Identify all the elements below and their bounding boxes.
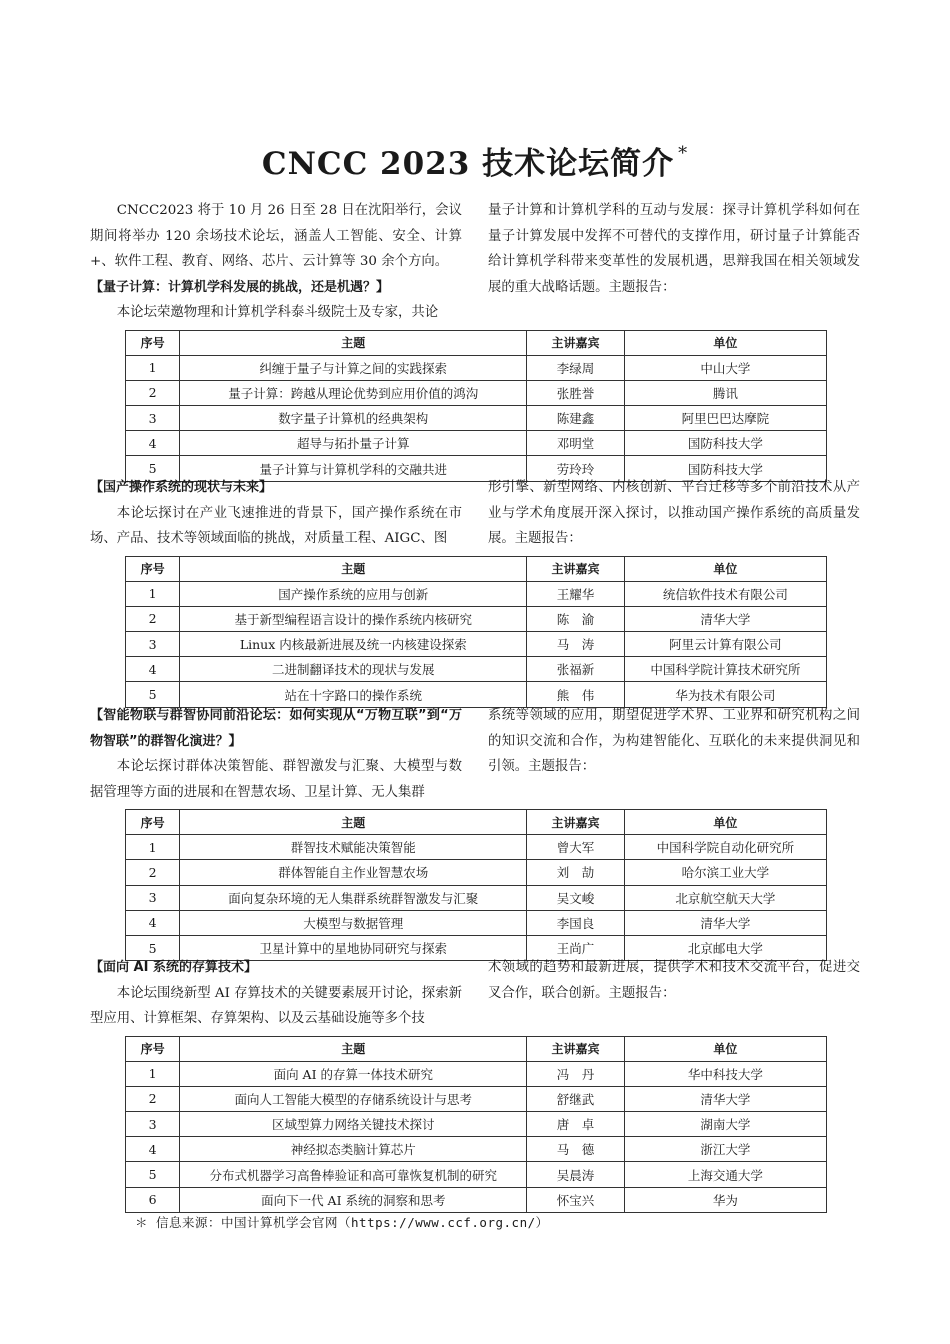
col-header-topic: 主题 (180, 810, 527, 835)
col-header-topic: 主题 (180, 330, 527, 355)
forum-description-continued: 术领域的趋势和最新进展，提供学术和技术交流平台，促进交叉合作，联合创新。主题报告： (488, 960, 860, 1001)
cell-index: 2 (126, 860, 180, 885)
forum-description: 本论坛探讨群体决策智能、群智激发与汇聚、大模型与数据管理等方面的进展和在智慧农场、卫星计算、无人集群 (90, 759, 462, 800)
cell-affiliation: 上海交通大学 (624, 1162, 826, 1187)
cell-topic: 群体智能自主作业智慧农场 (180, 860, 527, 885)
col-header-speaker: 主讲嘉宾 (527, 330, 625, 355)
cell-index: 5 (126, 1162, 180, 1187)
cell-topic: 纠缠于量子与计算之间的实践探索 (180, 355, 527, 380)
cell-affiliation: 中山大学 (624, 355, 826, 380)
col-header-speaker: 主讲嘉宾 (527, 1036, 625, 1061)
cell-speaker: 陈建鑫 (527, 406, 625, 431)
table-row (126, 431, 827, 456)
cell-topic: 国产操作系统的应用与创新 (180, 581, 527, 606)
cell-topic: 超导与拓扑量子计算 (180, 431, 527, 456)
table-header-row (126, 330, 827, 355)
cell-topic: Linux 内核最新进展及统一内核建设探索 (180, 632, 527, 657)
cell-affiliation: 腾讯 (624, 380, 826, 405)
forum-table (125, 330, 827, 482)
cell-topic: 群智技术赋能决策智能 (180, 835, 527, 860)
cell-affiliation: 清华大学 (624, 910, 826, 935)
forum-heading: 【智能物联与群智协同前沿论坛：如何实现从“万物互联”到“万物智联”的群智化演进？】 (90, 708, 462, 749)
cell-topic: 二进制翻译技术的现状与发展 (180, 657, 527, 682)
table-header-row (126, 810, 827, 835)
cell-topic: 区域型算力网络关键技术探讨 (180, 1112, 527, 1137)
table-row (126, 657, 827, 682)
cell-affiliation: 中国科学院自动化研究所 (624, 835, 826, 860)
cell-topic: 量子计算与计算机学科的交融共进 (180, 456, 527, 481)
title-footnote-mark: * (678, 142, 689, 164)
cell-speaker: 王耀华 (527, 581, 625, 606)
cell-speaker: 舒继武 (527, 1086, 625, 1111)
table-row (126, 1061, 827, 1086)
footnote-source: ＊ 信息来源：中国计算机学会官网（https://www.ccf.org.cn/） (135, 1215, 549, 1230)
cell-index: 4 (126, 1137, 180, 1162)
cell-speaker: 马 德 (527, 1137, 625, 1162)
cell-affiliation: 华中科技大学 (624, 1061, 826, 1086)
cell-affiliation: 阿里云计算有限公司 (624, 632, 826, 657)
cell-speaker: 冯 丹 (527, 1061, 625, 1086)
col-header-topic: 主题 (180, 1036, 527, 1061)
cell-speaker: 怀宝兴 (527, 1187, 625, 1212)
cell-topic: 数字量子计算机的经典架构 (180, 406, 527, 431)
cell-topic: 分布式机器学习高鲁棒验证和高可靠恢复机制的研究 (180, 1162, 527, 1187)
cell-affiliation: 阿里巴巴达摩院 (624, 406, 826, 431)
cell-index: 3 (126, 406, 180, 431)
right-column (488, 475, 860, 552)
col-header-index: 序号 (126, 330, 180, 355)
cell-index: 1 (126, 1061, 180, 1086)
col-header-speaker: 主讲嘉宾 (527, 556, 625, 581)
cell-topic: 神经拟态类脑计算芯片 (180, 1137, 527, 1162)
cell-speaker: 吴晨涛 (527, 1162, 625, 1187)
cell-index: 4 (126, 657, 180, 682)
table-row (126, 355, 827, 380)
cell-index: 5 (126, 935, 180, 960)
col-header-affiliation: 单位 (624, 330, 826, 355)
right-column (488, 703, 860, 805)
left-column (90, 198, 462, 326)
cell-affiliation: 北京航空航天大学 (624, 885, 826, 910)
title-text: CNCC 2023 技术论坛简介 (261, 146, 675, 182)
cell-speaker: 陈 渝 (527, 606, 625, 631)
forum-section-os (90, 475, 860, 708)
table-row (126, 581, 827, 606)
forum-table (125, 809, 827, 961)
cell-index: 2 (126, 1086, 180, 1111)
forum-heading: 【面向 AI 系统的存算技术】 (90, 960, 257, 975)
table-row (126, 885, 827, 910)
cell-speaker: 王尚广 (527, 935, 625, 960)
col-header-affiliation: 单位 (624, 1036, 826, 1061)
cell-affiliation: 统信软件技术有限公司 (624, 581, 826, 606)
cell-topic: 面向复杂环境的无人集群系统群智激发与汇聚 (180, 885, 527, 910)
table-row (126, 606, 827, 631)
cell-topic: 面向 AI 的存算一体技术研究 (180, 1061, 527, 1086)
cell-index: 1 (126, 835, 180, 860)
cell-speaker: 李绿周 (527, 355, 625, 380)
cell-topic: 面向人工智能大模型的存储系统设计与思考 (180, 1086, 527, 1111)
cell-topic: 卫星计算中的星地协同研究与探索 (180, 935, 527, 960)
cell-index: 2 (126, 606, 180, 631)
cell-topic: 站在十字路口的操作系统 (180, 682, 527, 707)
forum-description-continued: 形引擎、新型网络、内核创新、平台迁移等多个前沿技术从产业与学术角度展开深入探讨，以推动国产操作系统的高质量发展。主题报告： (488, 480, 860, 546)
table-row (126, 860, 827, 885)
left-column (90, 955, 462, 1032)
left-column (90, 475, 462, 552)
cell-speaker: 熊 伟 (527, 682, 625, 707)
forum-section-ai-storage (90, 955, 860, 1213)
cell-index: 1 (126, 581, 180, 606)
col-header-index: 序号 (126, 810, 180, 835)
table-row (126, 632, 827, 657)
col-header-index: 序号 (126, 556, 180, 581)
page-title (0, 138, 950, 183)
col-header-topic: 主题 (180, 556, 527, 581)
cell-index: 5 (126, 682, 180, 707)
cell-affiliation: 清华大学 (624, 606, 826, 631)
forum-section-iot (90, 703, 860, 961)
intro-paragraph: CNCC2023 将于 10 月 26 日至 28 日在沈阳举行，会议期间将举办 120 余场技术论坛，涵盖人工智能、安全、计算+、软件工程、教育、网络、芯片、云计算等 30 余个方向。 (90, 203, 462, 269)
forum-table (125, 1036, 827, 1213)
cell-topic: 大模型与数据管理 (180, 910, 527, 935)
forum-description: 本论坛探讨在产业飞速推进的背景下，国产操作系统在市场、产品、技术等领域面临的挑战，对质量工程、AIGC、图 (90, 505, 462, 546)
cell-affiliation: 国防科技大学 (624, 456, 826, 481)
cell-affiliation: 浙江大学 (624, 1137, 826, 1162)
right-column (488, 955, 860, 1032)
table-row (126, 1112, 827, 1137)
cell-affiliation: 湖南大学 (624, 1112, 826, 1137)
cell-index: 4 (126, 431, 180, 456)
cell-topic: 面向下一代 AI 系统的洞察和思考 (180, 1187, 527, 1212)
forum-description-continued: 系统等领域的应用，期望促进学术界、工业界和研究机构之间的知识交流和合作，为构建智能化、互联化的未来提供洞见和引领。主题报告： (488, 708, 860, 774)
forum-table (125, 556, 827, 708)
table-header-row (126, 556, 827, 581)
cell-speaker: 张胜誉 (527, 380, 625, 405)
forum-description: 本论坛围绕新型 AI 存算技术的关键要素展开讨论，探索新型应用、计算框架、存算架构、以及云基础设施等多个技 (90, 985, 462, 1026)
forum-description-continued: 量子计算和计算机学科的互动与发展：探寻计算机学科如何在量子计算发展中发挥不可替代的支撑作用，研讨量子计算能否给计算机学科带来变革性的发展机遇，思辩我国在相关领域发展的重大战略话题。主题报告： (488, 203, 860, 295)
col-header-affiliation: 单位 (624, 810, 826, 835)
table-header-row (126, 1036, 827, 1061)
table-row (126, 1137, 827, 1162)
cell-affiliation: 北京邮电大学 (624, 935, 826, 960)
cell-speaker: 张福新 (527, 657, 625, 682)
right-column (488, 198, 860, 326)
cell-index: 6 (126, 1187, 180, 1212)
cell-topic: 基于新型编程语言设计的操作系统内核研究 (180, 606, 527, 631)
table-row (126, 406, 827, 431)
cell-speaker: 马 涛 (527, 632, 625, 657)
table-row (126, 910, 827, 935)
cell-index: 3 (126, 632, 180, 657)
left-column (90, 703, 462, 805)
cell-speaker: 唐 卓 (527, 1112, 625, 1137)
col-header-affiliation: 单位 (624, 556, 826, 581)
col-header-index: 序号 (126, 1036, 180, 1061)
cell-speaker: 邓明堂 (527, 431, 625, 456)
cell-speaker: 吴文峻 (527, 885, 625, 910)
table-row (126, 1086, 827, 1111)
table-row (126, 835, 827, 860)
table-row (126, 1187, 827, 1212)
cell-speaker: 劳玲玲 (527, 456, 625, 481)
forum-section-quantum (90, 198, 860, 482)
cell-affiliation: 华为技术有限公司 (624, 682, 826, 707)
cell-speaker: 李国良 (527, 910, 625, 935)
cell-affiliation: 国防科技大学 (624, 431, 826, 456)
forum-heading: 【国产操作系统的现状与未来】 (90, 480, 273, 495)
cell-index: 4 (126, 910, 180, 935)
table-row (126, 380, 827, 405)
cell-affiliation: 哈尔滨工业大学 (624, 860, 826, 885)
cell-speaker: 曾大军 (527, 835, 625, 860)
table-row (126, 1162, 827, 1187)
cell-index: 5 (126, 456, 180, 481)
cell-index: 3 (126, 885, 180, 910)
cell-affiliation: 华为 (624, 1187, 826, 1212)
forum-heading: 【量子计算：计算机学科发展的挑战，还是机遇？】 (90, 279, 390, 295)
cell-affiliation: 中国科学院计算技术研究所 (624, 657, 826, 682)
cell-index: 2 (126, 380, 180, 405)
cell-topic: 量子计算：跨越从理论优势到应用价值的鸿沟 (180, 380, 527, 405)
cell-index: 3 (126, 1112, 180, 1137)
col-header-speaker: 主讲嘉宾 (527, 810, 625, 835)
cell-affiliation: 清华大学 (624, 1086, 826, 1111)
cell-index: 1 (126, 355, 180, 380)
cell-speaker: 刘 劼 (527, 860, 625, 885)
forum-description: 本论坛荣邀物理和计算机学科泰斗级院士及专家，共论 (116, 305, 439, 320)
